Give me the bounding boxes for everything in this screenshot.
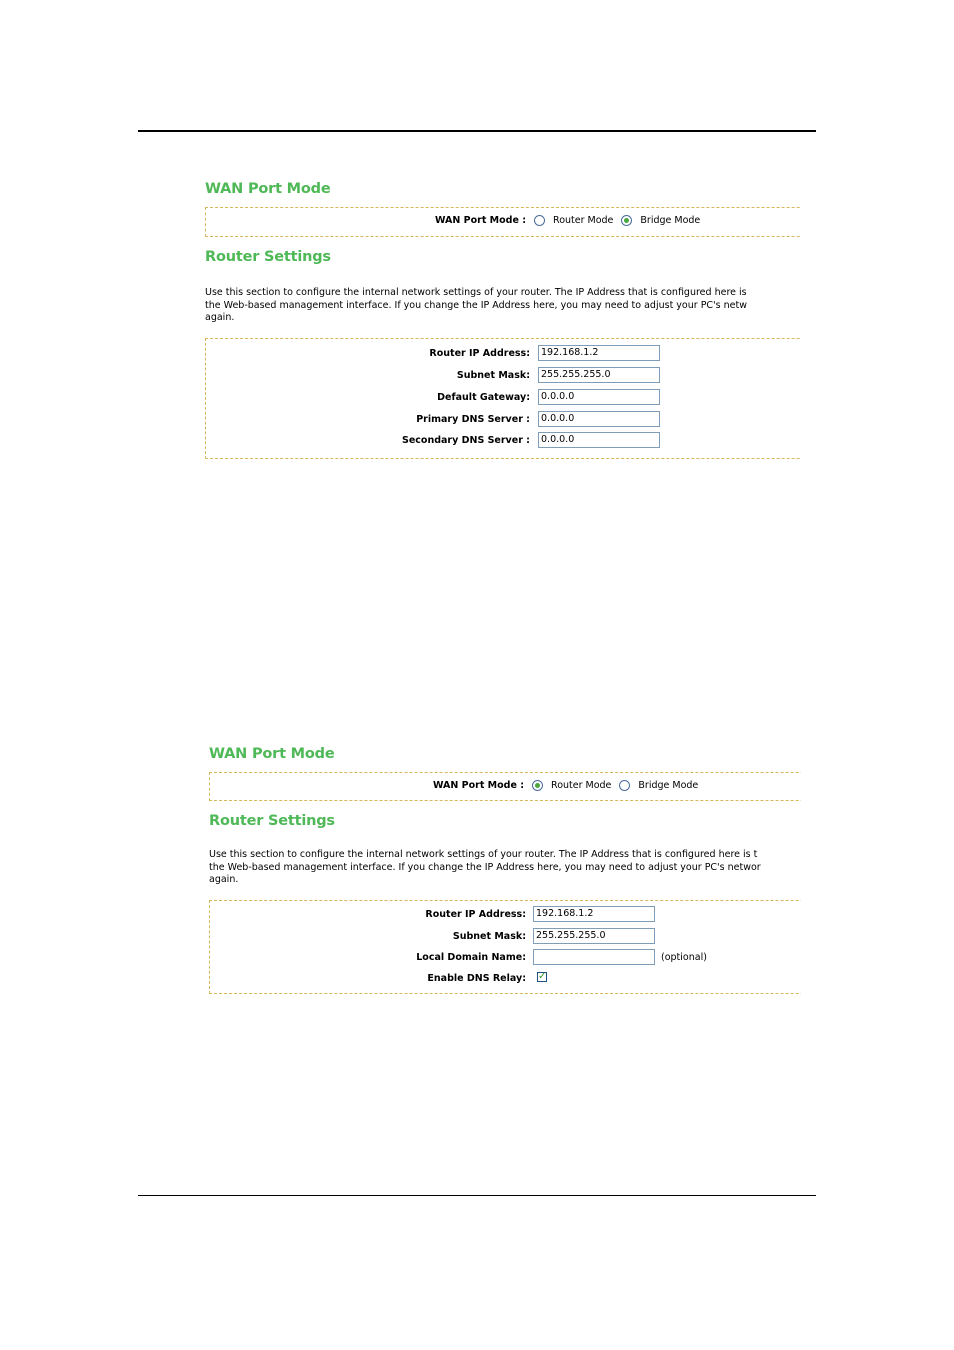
bridge-mode-label: Bridge Mode <box>638 780 699 791</box>
router-ip-label: Router IP Address: <box>425 909 526 920</box>
footer-rule <box>138 1195 816 1196</box>
optional-note: (optional) <box>661 952 707 963</box>
default-gateway-input[interactable]: 0.0.0.0 <box>538 389 660 405</box>
router-settings-box <box>209 900 801 994</box>
bridge-mode-radio[interactable] <box>619 780 630 791</box>
header-rule <box>138 130 816 132</box>
subnet-mask-row <box>210 928 801 946</box>
router-ip-label: Router IP Address: <box>429 348 530 359</box>
primary-dns-row <box>206 411 801 429</box>
router-settings-description: Use this section to configure the internal network settings of your router. The IP Address that is configured here is the Web-based management interface. If you change the IP Address here, you may need to adjust your PC's netw again. <box>205 287 747 323</box>
dns-relay-label: Enable DNS Relay: <box>427 973 526 984</box>
secondary-dns-label: Secondary DNS Server : <box>402 435 530 446</box>
router-mode-label: Router Mode <box>553 215 614 226</box>
bridge-mode-label: Bridge Mode <box>640 215 701 226</box>
router-settings-description: Use this section to configure the internal network settings of your router. The IP Address that is configured here is t the Web-based management interface. If you change the IP Address here, you may need to adjust your PC's networ again. <box>209 849 761 885</box>
subnet-mask-input[interactable]: 255.255.255.0 <box>538 367 660 383</box>
wan-port-mode-box <box>205 207 801 237</box>
router-settings-title: Router Settings <box>209 813 335 829</box>
local-domain-input[interactable] <box>533 949 655 965</box>
router-ip-input[interactable]: 192.168.1.2 <box>538 345 660 361</box>
secondary-dns-input[interactable]: 0.0.0.0 <box>538 432 660 448</box>
router-mode-radio[interactable] <box>534 215 545 226</box>
router-settings-title: Router Settings <box>205 249 331 265</box>
subnet-mask-label: Subnet Mask: <box>456 370 530 381</box>
primary-dns-label: Primary DNS Server : <box>416 414 530 425</box>
wan-port-mode-box <box>209 772 801 801</box>
wan-port-mode-row <box>433 780 706 791</box>
checkmark-icon: ✓ <box>538 971 547 982</box>
wan-port-mode-label: WAN Port Mode : <box>433 780 525 791</box>
subnet-mask-row <box>206 367 801 385</box>
dns-relay-row <box>210 970 801 988</box>
local-domain-row <box>210 949 801 967</box>
wan-port-mode-title: WAN Port Mode <box>209 746 335 762</box>
router-ip-row <box>206 345 801 363</box>
wan-port-mode-row <box>435 215 708 226</box>
router-mode-screenshot <box>209 741 801 1001</box>
bridge-mode-screenshot <box>205 176 801 466</box>
bridge-mode-radio[interactable] <box>621 215 632 226</box>
subnet-mask-label: Subnet Mask: <box>452 931 526 942</box>
wan-port-mode-label: WAN Port Mode : <box>435 215 527 226</box>
primary-dns-input[interactable]: 0.0.0.0 <box>538 411 660 427</box>
router-mode-label: Router Mode <box>551 780 612 791</box>
default-gateway-row <box>206 389 801 407</box>
router-settings-box <box>205 338 801 459</box>
router-mode-radio[interactable] <box>532 780 543 791</box>
local-domain-label: Local Domain Name: <box>416 952 526 963</box>
wan-port-mode-title: WAN Port Mode <box>205 181 331 197</box>
router-ip-input[interactable]: 192.168.1.2 <box>533 906 655 922</box>
secondary-dns-row <box>206 432 801 450</box>
dns-relay-checkbox[interactable] <box>537 972 547 982</box>
subnet-mask-input[interactable]: 255.255.255.0 <box>533 928 655 944</box>
router-ip-row <box>210 906 801 924</box>
default-gateway-label: Default Gateway: <box>437 392 530 403</box>
